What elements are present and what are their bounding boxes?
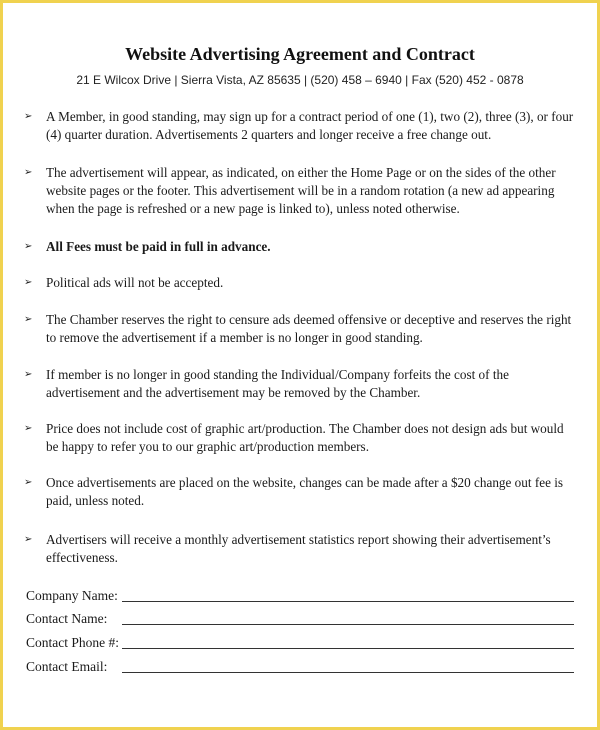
contact-email-field[interactable] [26, 659, 578, 677]
arrow-bullet-icon: ➢ [24, 534, 33, 545]
list-item [24, 311, 576, 347]
list-item-text: The Chamber reserves the right to censure ads deemed offensive or deceptive and reserves the right to remove the advertisement if a member is no longer in good standing. [46, 312, 572, 345]
list-item [24, 164, 576, 218]
list-item [24, 108, 576, 144]
field-label: Contact Name: [26, 611, 108, 626]
list-item [24, 366, 576, 402]
field-label: Company Name: [26, 588, 118, 603]
arrow-bullet-icon: ➢ [24, 111, 33, 122]
list-item-text: If member is no longer in good standing the Individual/Company forfeits the cost of the advertisement and the advertisement may be removed by the Chamber. [46, 367, 509, 400]
arrow-bullet-icon: ➢ [24, 477, 33, 488]
blank-line[interactable] [122, 672, 574, 673]
list-item-text: Once advertisements are placed on the website, changes can be made after a $20 change out fee is paid, unless noted. [46, 475, 564, 508]
arrow-bullet-icon: ➢ [24, 241, 33, 252]
list-item-text: The advertisement will appear, as indicated, on either the Home Page or on the sides of the other website pages or the footer. This advertisement will be in a random rotation (a new ad appearing when the page is refreshed or a new page is linked to), unless noted otherwise. [46, 165, 556, 216]
blank-line[interactable] [122, 601, 574, 602]
list-item [24, 531, 576, 567]
list-item [24, 420, 576, 456]
list-item-text: Price does not include cost of graphic art/production. The Chamber does not design ads but would be happy to refer you to our graphic art/production members. [46, 421, 564, 454]
document-title: Website Advertising Agreement and Contract [125, 44, 475, 64]
list-item [24, 474, 576, 510]
blank-line[interactable] [122, 624, 574, 625]
list-item-text: A Member, in good standing, may sign up for a contract period of one (1), two (2), three (3), or four (4) quarter duration. Advertisements 2 quarters and longer receive a free change out. [46, 109, 574, 142]
arrow-bullet-icon: ➢ [24, 423, 33, 434]
field-label: Contact Phone #: [26, 635, 119, 650]
arrow-bullet-icon: ➢ [24, 369, 33, 380]
contact-name-field[interactable] [26, 611, 578, 629]
list-item [24, 274, 576, 292]
list-item-text: Political ads will not be accepted. [46, 275, 224, 290]
blank-line[interactable] [122, 648, 574, 649]
field-label: Contact Email: [26, 659, 108, 674]
list-item-text: Advertisers will receive a monthly advertisement statistics report showing their advertisement’s effectiveness. [46, 532, 551, 565]
list-item [24, 238, 576, 256]
address-line: 21 E Wilcox Drive | Sierra Vista, AZ 85635 | (520) 458 – 6940 | Fax (520) 452 - 0878 [76, 73, 524, 87]
arrow-bullet-icon: ➢ [24, 277, 33, 288]
arrow-bullet-icon: ➢ [24, 314, 33, 325]
arrow-bullet-icon: ➢ [24, 167, 33, 178]
company-name-field[interactable] [26, 588, 578, 606]
list-item-text: All Fees must be paid in full in advance. [46, 239, 271, 254]
contact-phone-field[interactable] [26, 635, 578, 653]
